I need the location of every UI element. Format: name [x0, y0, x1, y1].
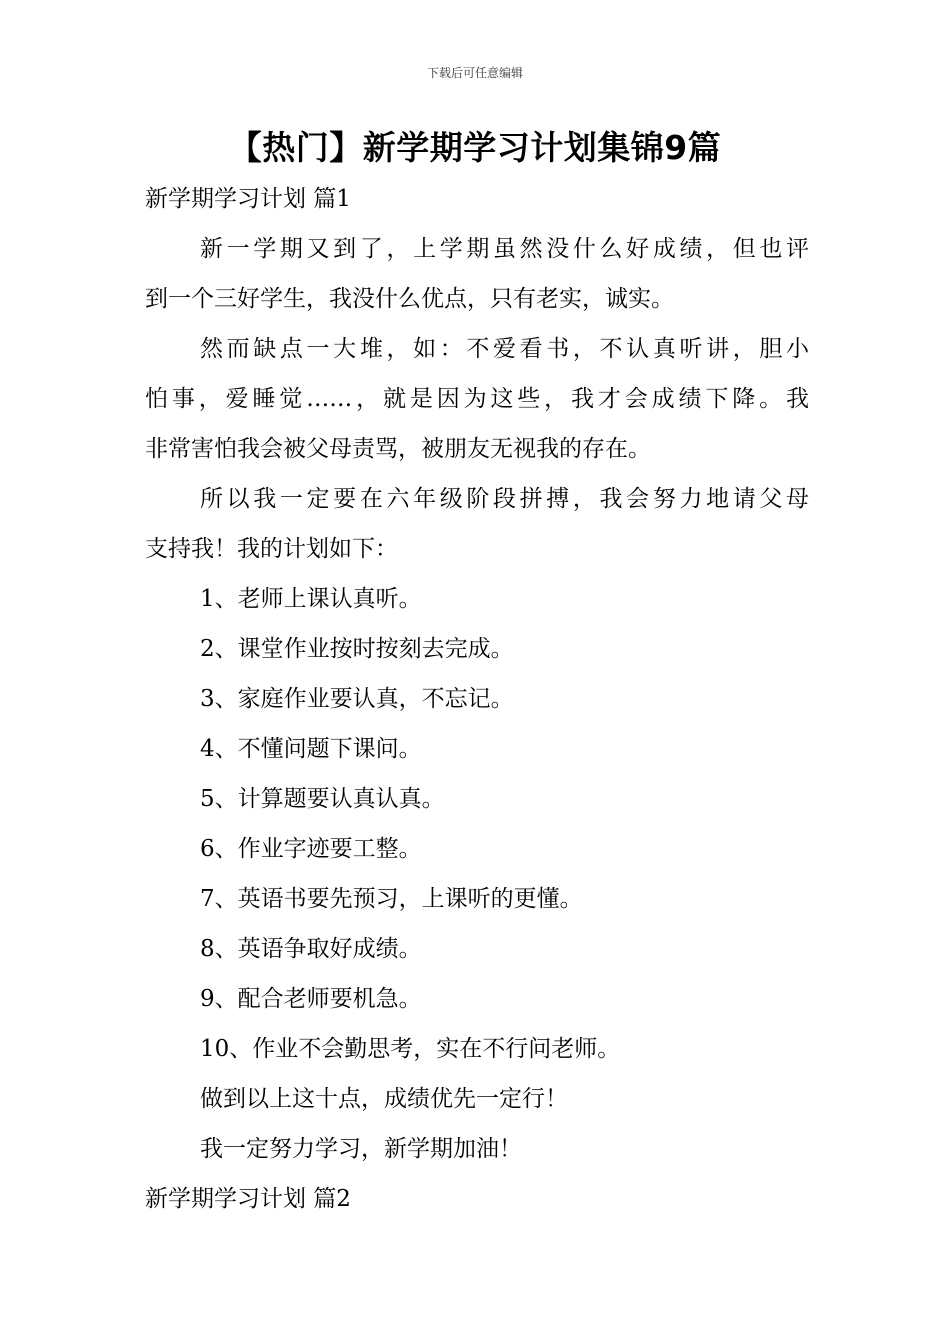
plan-list-item: 2、课堂作业按时按刻去完成。 — [200, 636, 514, 662]
paragraph-line: 到一个三好学生，我没什么优点，只有老实，诚实。 — [145, 286, 674, 312]
paragraph-line: 所以我一定要在六年级阶段拼搏，我会努力地请父母 — [200, 486, 809, 512]
plan-list-item: 8、英语争取好成绩。 — [200, 936, 422, 962]
plan-list-item: 9、配合老师要机急。 — [200, 986, 422, 1012]
document-body — [145, 174, 809, 1224]
paragraph-line: 支持我！我的计划如下： — [145, 536, 398, 562]
paragraph-line: 新一学期又到了，上学期虽然没什么好成绩，但也评 — [200, 236, 809, 262]
paragraph-line: 然而缺点一大堆，如：不爱看书，不认真听讲，胆小 — [200, 336, 809, 362]
plan-list-item: 10、作业不会勤思考，实在不行问老师。 — [200, 1036, 621, 1062]
paragraph-line: 怕事，爱睡觉……，就是因为这些，我才会成绩下降。我 — [145, 386, 809, 412]
header-note: 下载后可任意编辑 — [426, 66, 523, 80]
plan-list-item: 5、计算题要认真认真。 — [200, 786, 445, 812]
plan-list-item: 1、老师上课认真听。 — [200, 586, 422, 612]
document-title: 【热门】新学期学习计划集锦9篇 — [228, 128, 722, 167]
plan-list-item: 7、英语书要先预习，上课听的更懂。 — [200, 886, 583, 912]
closing-line: 我一定努力学习，新学期加油！ — [200, 1136, 522, 1162]
closing-line: 做到以上这十点，成绩优先一定行！ — [200, 1086, 568, 1112]
section-heading-2: 新学期学习计划 篇2 — [145, 1186, 351, 1212]
paragraph-line: 非常害怕我会被父母责骂，被朋友无视我的存在。 — [145, 436, 651, 462]
plan-list-item: 4、不懂问题下课问。 — [200, 736, 422, 762]
plan-list-item: 6、作业字迹要工整。 — [200, 836, 422, 862]
plan-list-item: 3、家庭作业要认真，不忘记。 — [200, 686, 514, 712]
section-heading-1: 新学期学习计划 篇1 — [145, 186, 351, 212]
